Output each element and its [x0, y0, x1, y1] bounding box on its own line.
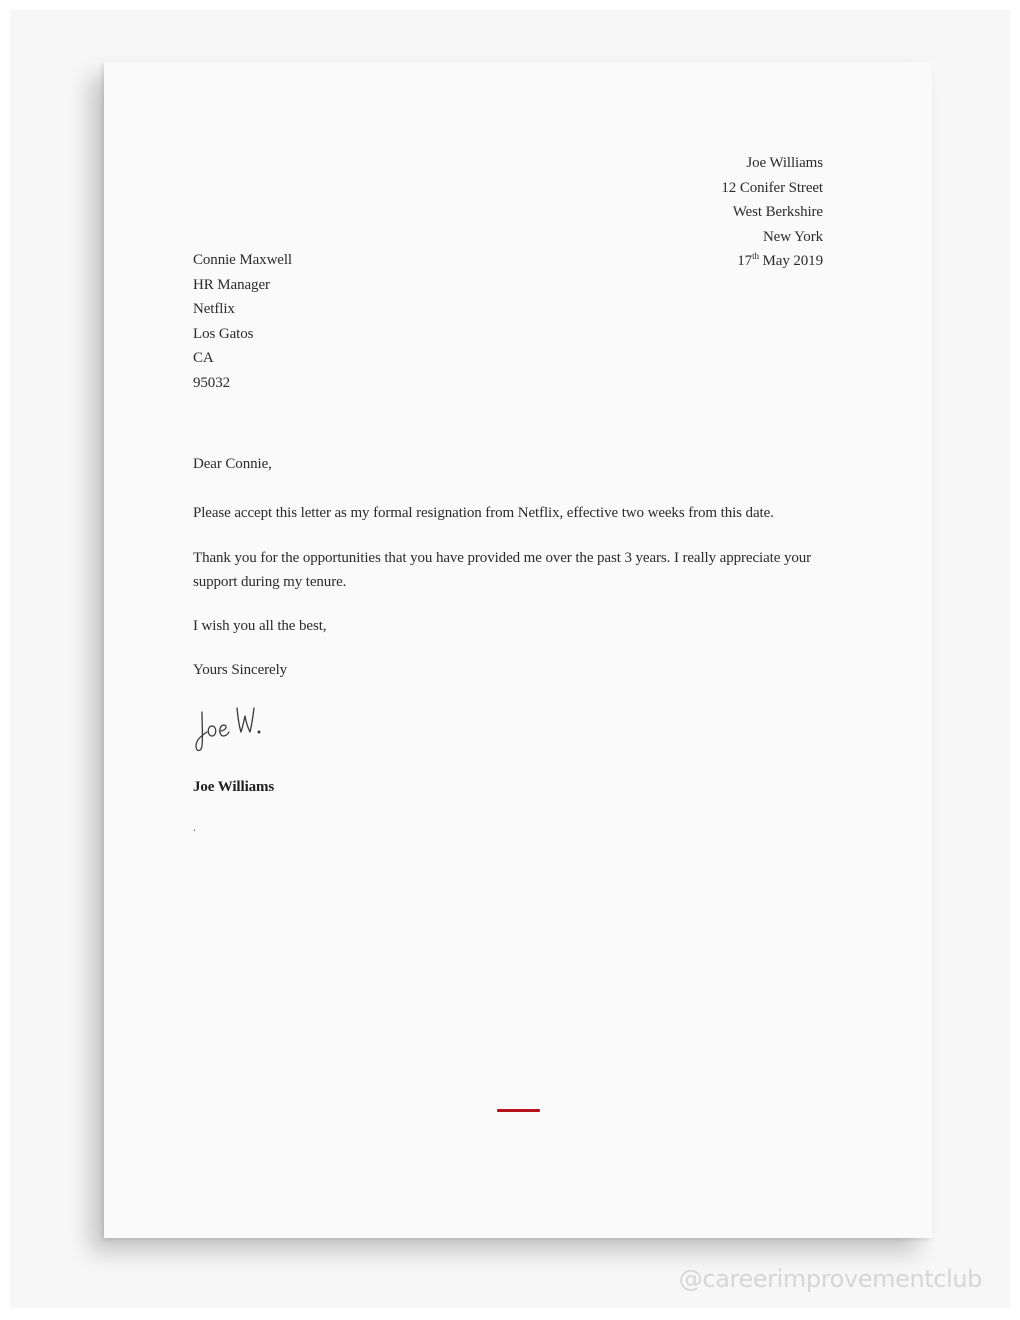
signer-printed-name: Joe Williams: [193, 779, 275, 795]
watermark: @careerimprovementclub: [678, 1265, 982, 1293]
letter-date: [721, 249, 823, 274]
handwritten-signature-icon: [193, 702, 283, 758]
sender-address-block: [721, 151, 823, 274]
recipient-state: CA: [193, 350, 214, 366]
recipient-title: HR Manager: [193, 276, 270, 293]
thanks-paragraph: Thank you for the opportunities that you have provided me over the past 3 years. I really appreciate your support during my tenure.: [193, 549, 812, 590]
letter-body: [193, 452, 833, 683]
letter-paper: [104, 62, 932, 1238]
date-day: 17: [737, 253, 753, 269]
sender-name: Joe Williams: [746, 155, 823, 171]
recipient-name: Connie Maxwell: [193, 252, 293, 268]
salutation: Dear Connie,: [193, 456, 272, 472]
closing: Yours Sincerely: [193, 662, 288, 678]
page-frame: [10, 10, 1010, 1308]
recipient-zip: 95032: [193, 374, 231, 391]
sender-street: 12 Conifer Street: [721, 179, 823, 196]
footer-accent-rule: [497, 1109, 540, 1112]
date-month-year: May 2019: [758, 253, 823, 269]
resignation-paragraph: Please accept this letter as my formal resignation from Netflix, effective two weeks from this date.: [193, 505, 774, 521]
recipient-address-block: [193, 248, 292, 395]
wishes-paragraph: I wish you all the best,: [193, 617, 327, 634]
date-suffix: th: [752, 251, 759, 261]
recipient-company: Netflix: [193, 301, 235, 317]
sender-city: New York: [762, 228, 823, 245]
trailing-mark: .: [193, 820, 196, 834]
recipient-city: Los Gatos: [193, 325, 254, 342]
sender-region: West Berkshire: [732, 204, 823, 220]
